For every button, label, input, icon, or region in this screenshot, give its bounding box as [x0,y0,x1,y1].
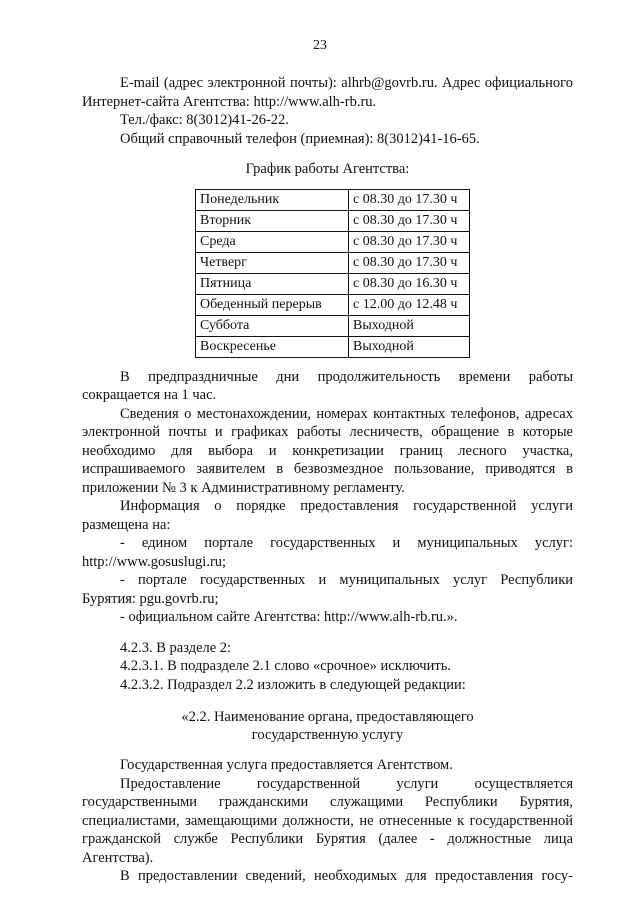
table-row [196,231,470,252]
section-4-2-3-1: 4.2.3.1. В подразделе 2.1 слово «срочное» исключить. [120,658,451,674]
section-4-2-3-2: 4.2.3.2. Подраздел 2.2 изложить в следующей редакции: [120,676,466,693]
table-row [196,273,470,294]
list-item: - едином портале государственных и муниципальных услуг: http://www.gosuslugi.ru; [82,535,573,570]
schedule-time: с 08.30 до 17.30 ч [349,231,470,252]
table-row [196,252,470,273]
info-paragraph: Информация о порядке предоставления государственной услуги размещена на: [82,498,573,533]
agency-paragraph: Государственная услуга предоставляется Агентством. [120,757,453,773]
document-body [82,74,573,886]
reception-phone-line: Общий справочный телефон (приемная): 8(3012)41-16-65. [120,130,480,147]
schedule-time: Выходной [349,336,470,357]
schedule-time: с 08.30 до 17.30 ч [349,189,470,210]
schedule-title: График работы Агентства: [245,161,410,177]
table-row [196,294,470,315]
list-item: - портале государственных и муниципальных услуг Республики Бурятия: pgu.govrb.ru; [82,572,573,607]
schedule-day: Обеденный перерыв [196,294,349,315]
email-paragraph: E-mail (адрес электронной почты): alhrb@govrb.ru. Адрес официального Интернет-сайта Агентства: http://www.alh-rb.ru. [82,75,573,110]
schedule-time: Выходной [349,315,470,336]
table-row [196,336,470,357]
page-number: 23 [313,38,327,53]
subsection-heading [82,708,573,744]
location-paragraph: Сведения о местонахождении, номерах контактных телефонов, адресах электронной почты и графиках работы лесничеств, обращение в которые необходимо для выбора и конкретизации границ лесного участка, испрашиваемого заявителем в безвозмездное пользование, приводятся в приложении № 3 к Административному регламенту. [82,405,573,496]
last-paragraph: В предоставлении сведений, необходимых для предоставления госу- [120,868,573,884]
schedule-time: с 08.30 до 16.30 ч [349,273,470,294]
schedule-day: Четверг [196,252,349,273]
schedule-day: Вторник [196,210,349,231]
table-row [196,315,470,336]
table-row [196,189,470,210]
schedule-table [195,189,470,358]
heading-line: «2.2. Наименование органа, предоставляющего [181,709,474,725]
table-row [196,210,470,231]
schedule-time: с 08.30 до 17.30 ч [349,252,470,273]
schedule-day: Воскресенье [196,336,349,357]
tel-fax-line: Тел./факс: 8(3012)41-26-22. [120,112,289,128]
provision-paragraph: Предоставление государственной услуги осуществляется государственными гражданскими служащими Республики Бурятия, специалистами, замещающими должности, не отнесенные к государственной гражданской службе Республики Бурятия (далее - должностные лица Агентства). [82,775,573,866]
list-item: - официальном сайте Агентства: http://www.alh-rb.ru.». [120,609,458,625]
schedule-day: Среда [196,231,349,252]
schedule-day: Понедельник [196,189,349,210]
holidays-paragraph: В предпраздничные дни продолжительность времени работы сокращается на 1 час. [82,368,573,403]
heading-line: государственную услугу [251,727,404,743]
schedule-day: Пятница [196,273,349,294]
schedule-day: Суббота [196,315,349,336]
schedule-time: с 08.30 до 17.30 ч [349,210,470,231]
section-4-2-3: 4.2.3. В разделе 2: [120,639,232,656]
schedule-time: с 12.00 до 12.48 ч [349,294,470,315]
